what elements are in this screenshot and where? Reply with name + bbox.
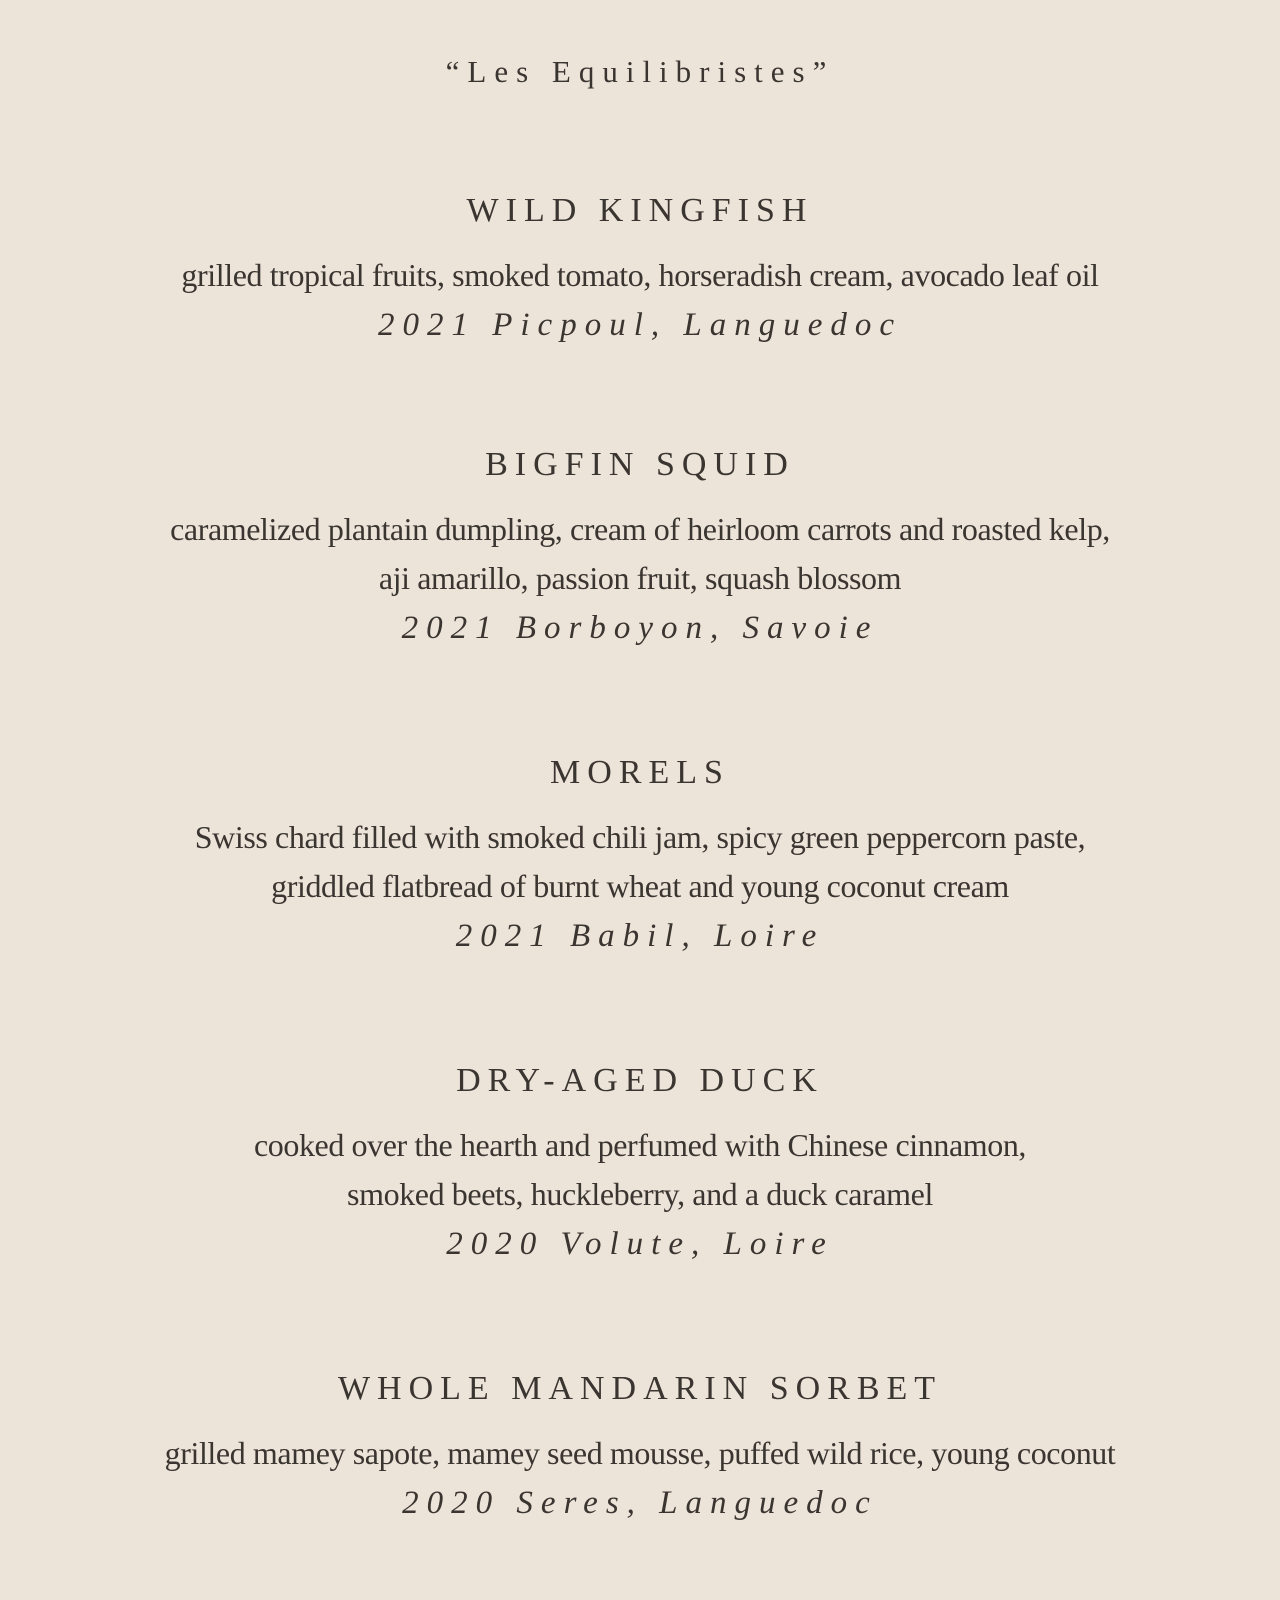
course-description-line: aji amarillo, passion fruit, squash blossom xyxy=(378,560,902,596)
course-description-line: smoked beets, huckleberry, and a duck caramel xyxy=(347,1176,933,1212)
course-bigfin-squid xyxy=(0,443,1280,650)
wine-pairing: 2021 Borboyon, Savoie xyxy=(401,610,879,646)
wine-pairing: 2020 Seres, Languedoc xyxy=(402,1485,878,1521)
course-name: WHOLE MANDARIN SORBET xyxy=(337,1370,943,1407)
course-whole-mandarin-sorbet xyxy=(0,1367,1280,1525)
course-wild-kingfish xyxy=(0,189,1280,347)
wine-pairing: 2020 Volute, Loire xyxy=(446,1226,834,1262)
course-description-line: caramelized plantain dumpling, cream of heirloom carrots and roasted kelp, xyxy=(170,511,1110,547)
wine-pairing: 2021 Babil, Loire xyxy=(455,918,825,954)
course-name: MORELS xyxy=(550,754,730,791)
course-description-line: cooked over the hearth and perfumed with Chinese cinnamon, xyxy=(253,1127,1027,1163)
course-description xyxy=(70,813,1210,911)
course-description xyxy=(70,505,1210,603)
course-description xyxy=(70,1429,1210,1478)
course-description xyxy=(70,251,1210,300)
course-description xyxy=(70,1121,1210,1219)
course-description-line: griddled flatbread of burnt wheat and young coconut cream xyxy=(271,868,1009,904)
course-description-line: grilled tropical fruits, smoked tomato, horseradish cream, avocado leaf oil xyxy=(181,257,1099,293)
course-morels xyxy=(0,751,1280,958)
course-description-line: grilled mamey sapote, mamey seed mousse, puffed wild rice, young coconut xyxy=(164,1435,1116,1471)
course-description-line: Swiss chard filled with smoked chili jam, spicy green peppercorn paste, xyxy=(194,819,1086,855)
course-name: BIGFIN SQUID xyxy=(485,446,795,483)
course-dry-aged-duck xyxy=(0,1059,1280,1266)
course-name: WILD KINGFISH xyxy=(466,192,814,229)
course-name: DRY-AGED DUCK xyxy=(456,1062,824,1099)
menu-title: “Les Equilibristes” xyxy=(445,54,835,89)
wine-pairing: 2021 Picpoul, Languedoc xyxy=(377,307,903,343)
